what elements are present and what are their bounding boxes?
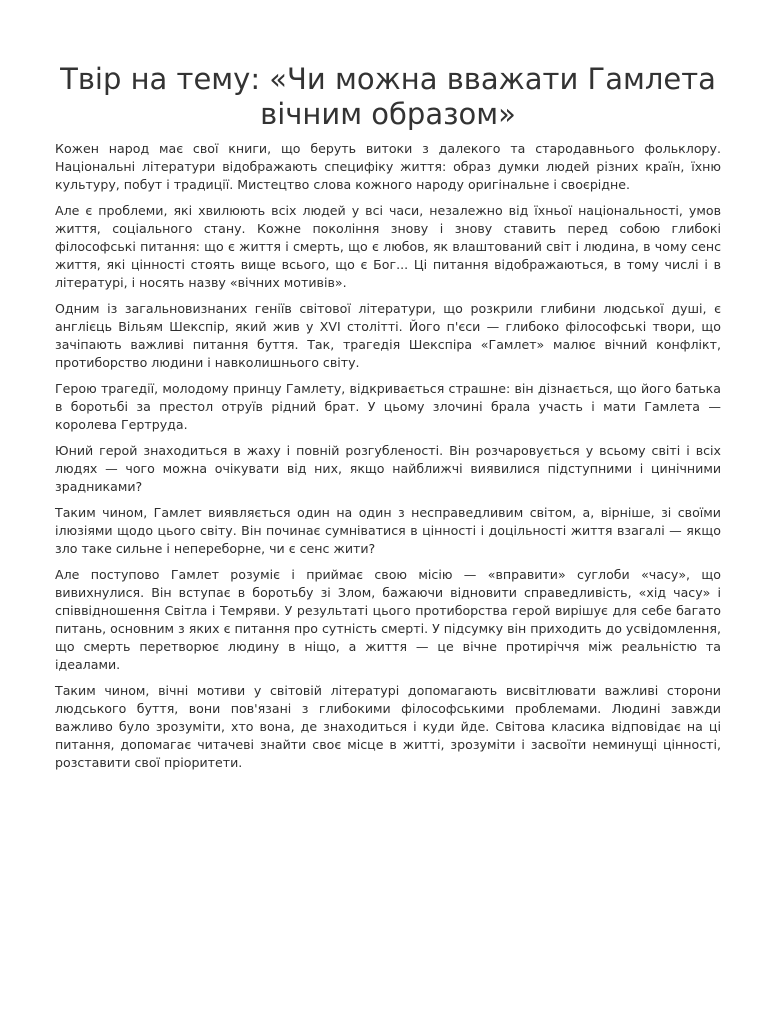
document-page: [55, 62, 721, 780]
paragraph-7: Але поступово Гамлет розуміє і приймає свою місію — «вправити» суглоби «часу», що вивихнулися. Він вступає в боротьбу зі Злом, бажаючи відновити справедливість, «хід часу» і співвідношення Світла і Темряви. У результаті цього протиборства герой вирішує для себе багато питань, основним з яких є питання про сутність смерті. У підсумку він приходить до усвідомлення, що смерть перетворює людину в ніщо, а життя — це вічне протиріччя між реальністю та ідеалами.: [55, 567, 721, 672]
paragraph-4: Герою трагедії, молодому принцу Гамлету, відкривається страшне: він дізнається, що його батька в боротьбі за престол отруїв рідний брат. У цьому злочині брала участь і мати Гамлета — королева Гертруда.: [55, 381, 721, 432]
essay-body: [55, 140, 721, 772]
page-title: Твір на тему: «Чи можна вважати Гамлета вічним образом»: [60, 62, 716, 131]
paragraph-3: Одним із загальновизнаних геніїв світової літератури, що розкрили глибини людської душі, є англієць Вільям Шекспір, який жив у XVI столітті. Його п'єси — глибоко філософські твори, що зачіпають важливі питання буття. Так, трагедія Шекспіра «Гамлет» малює вічний конфлікт, протиборство людини і навколишнього світу.: [55, 301, 721, 370]
paragraph-2: Але є проблеми, які хвилюють всіх людей у всі часи, незалежно від їхньої національності, умов життя, соціального стану. Кожне покоління знову і знову ставить перед собою глибокі філософські питання: що є життя і смерть, що є любов, як влаштований світ і людина, в чому сенс життя, які цінності стоять вище всього, що є Бог... Ці питання відображаються, в тому числі і в літературі, і носять назву «вічних мотивів».: [55, 203, 721, 290]
paragraph-8: Таким чином, вічні мотиви у світовій літературі допомагають висвітлювати важливі сторони людського буття, вони пов'язані з глибокими філософськими проблемами. Людині завжди важливо було зрозуміти, хто вона, де знаходиться і куди йде. Світова класика відповідає на ці питання, допомагає читачеві знайти своє місце в житті, зрозуміти і засвоїти неминущі цінності, розставити свої пріоритети.: [55, 683, 721, 770]
paragraph-1: Кожен народ має свої книги, що беруть витоки з далекого та стародавнього фольклору. Національні літератури відображають специфіку життя: образ думки людей різних країн, їхню культуру, побут і традиції. Мистецтво слова кожного народу оригінальне і своєрідне.: [55, 141, 721, 192]
paragraph-6: Таким чином, Гамлет виявляється один на один з несправедливим світом, а, вірніше, зі своїми ілюзіями щодо цього світу. Він починає сумніватися в цінності і доцільності життя взагалі — якщо зло таке сильне і непереборне, чи є сенс жити?: [55, 505, 721, 556]
paragraph-5: Юний герой знаходиться в жаху і повній розгубленості. Він розчаровується у всьому світі і всіх людях — чого можна очікувати від них, якщо найближчі виявилися підступними і цинічними зрадниками?: [55, 443, 721, 494]
